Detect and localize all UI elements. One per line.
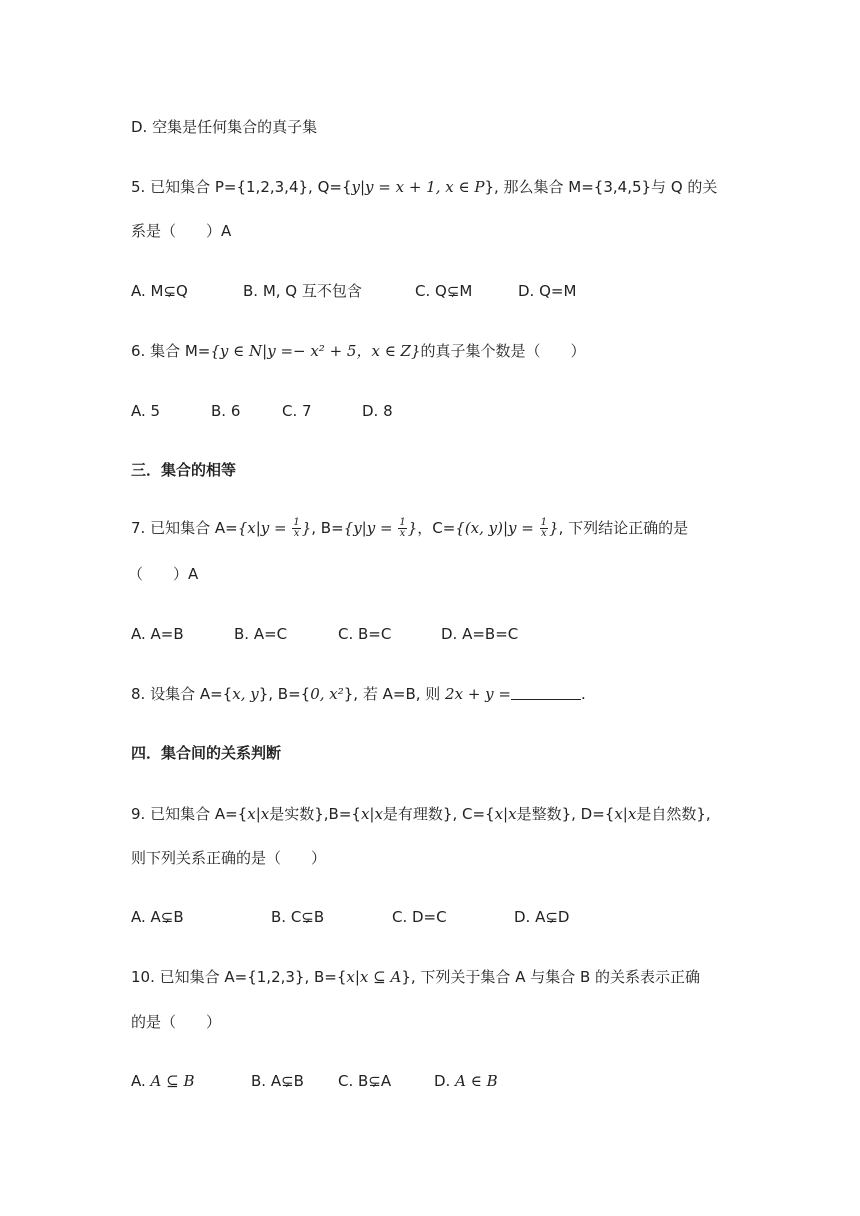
option-c: C. B⊊A bbox=[338, 1072, 392, 1090]
math: {x|y = bbox=[237, 519, 292, 537]
question-6-line bbox=[131, 341, 586, 361]
option-a: A. A=B bbox=[131, 625, 184, 643]
option-a: A. A⊊B bbox=[131, 908, 184, 926]
text: }, 那么集合 M={3,4,5}与 Q 的关 bbox=[484, 178, 718, 196]
text: 9. 已知集合 A={ bbox=[131, 805, 248, 823]
question-5-line-2: 系是（ ）A bbox=[131, 222, 232, 240]
text: 是实数},B={ bbox=[269, 805, 361, 823]
question-7-line-1 bbox=[131, 518, 688, 539]
option-b: B. M, Q 互不包含 bbox=[243, 282, 362, 300]
fraction bbox=[540, 518, 548, 539]
question-7-line-2: （ ）A bbox=[128, 565, 199, 583]
question-5-line-1 bbox=[131, 177, 717, 197]
text: A. bbox=[131, 1072, 151, 1090]
option-d bbox=[434, 1071, 498, 1091]
math: A ⊆ B bbox=[150, 1072, 195, 1090]
text: 是有理数}, C={ bbox=[382, 805, 495, 823]
option-c: C. D=C bbox=[392, 908, 447, 926]
text: , 下列结论正确的是 bbox=[558, 519, 689, 537]
option-b: B. 6 bbox=[211, 402, 241, 420]
math: x|x bbox=[614, 805, 637, 823]
option-a bbox=[131, 1071, 195, 1091]
numerator: 1 bbox=[293, 517, 300, 528]
question-9-line-2: 则下列关系正确的是（ ） bbox=[131, 849, 327, 867]
option-a: A. M⊊Q bbox=[131, 282, 188, 300]
denominator: x bbox=[541, 528, 547, 539]
math: } bbox=[301, 519, 312, 537]
math: x|x bbox=[360, 805, 383, 823]
option-line: D. 空集是任何集合的真子集 bbox=[131, 118, 318, 136]
denominator: x bbox=[293, 528, 300, 539]
question-10-line-2: 的是（ ） bbox=[131, 1013, 222, 1031]
question-9-line-1 bbox=[131, 804, 711, 824]
option-d: D. Q=M bbox=[518, 282, 577, 300]
text: 6. 集合 M= bbox=[131, 342, 211, 360]
math: x|x bbox=[494, 805, 517, 823]
fraction bbox=[292, 518, 300, 539]
answer-blank bbox=[511, 685, 581, 700]
option-b: B. A=C bbox=[234, 625, 288, 643]
text: ，C= bbox=[417, 519, 456, 537]
text: 8. 设集合 A={ bbox=[131, 685, 233, 703]
math: {y|y = bbox=[343, 519, 398, 537]
text: , B= bbox=[311, 519, 344, 537]
text: D. bbox=[434, 1072, 456, 1090]
math: 0, x² bbox=[310, 685, 344, 703]
question-8-line bbox=[131, 684, 586, 704]
math: x|x ⊆ A bbox=[346, 968, 402, 986]
option-d: D. 8 bbox=[362, 402, 393, 420]
math: y|y = x + 1, x ∈ P bbox=[351, 178, 485, 196]
math: x|x bbox=[247, 805, 270, 823]
math: } bbox=[549, 519, 559, 537]
option-d: D. A=B=C bbox=[441, 625, 519, 643]
text: 7. 已知集合 A= bbox=[131, 519, 238, 537]
math: x, y bbox=[232, 685, 259, 703]
text: 是整数}, D={ bbox=[516, 805, 615, 823]
numerator: 1 bbox=[399, 517, 406, 528]
section-heading: 四．集合间的关系判断 bbox=[131, 744, 282, 762]
option-c: C. B=C bbox=[338, 625, 392, 643]
math: 2x + y = bbox=[445, 685, 511, 703]
text: . bbox=[580, 685, 586, 703]
math: {y ∈ N|y =− x² + 5，x ∈ Z} bbox=[210, 342, 421, 360]
text: 5. 已知集合 P={1,2,3,4}, Q={ bbox=[131, 178, 352, 196]
option-b: B. C⊊B bbox=[271, 908, 325, 926]
math: {(x, y)|y = bbox=[455, 519, 539, 537]
denominator: x bbox=[399, 528, 406, 539]
option-a: A. 5 bbox=[131, 402, 161, 420]
option-d: D. A⊊D bbox=[514, 908, 570, 926]
text: 是自然数}, bbox=[636, 805, 711, 823]
question-10-line-1 bbox=[131, 967, 700, 987]
numerator: 1 bbox=[540, 517, 548, 528]
text: }, 若 A=B, 则 bbox=[343, 685, 446, 703]
math: } bbox=[407, 519, 418, 537]
math: A ∈ B bbox=[455, 1072, 498, 1090]
option-b: B. A⊊B bbox=[251, 1072, 304, 1090]
text: }, 下列关于集合 A 与集合 B 的关系表示正确 bbox=[401, 968, 701, 986]
text: 的真子集个数是（ ） bbox=[420, 342, 586, 360]
text: 10. 已知集合 A={1,2,3}, B={ bbox=[131, 968, 347, 986]
option-c: C. 7 bbox=[282, 402, 312, 420]
section-heading: 三．集合的相等 bbox=[131, 461, 237, 479]
option-c: C. Q⊊M bbox=[415, 282, 473, 300]
text: }, B={ bbox=[258, 685, 311, 703]
fraction bbox=[398, 518, 406, 539]
